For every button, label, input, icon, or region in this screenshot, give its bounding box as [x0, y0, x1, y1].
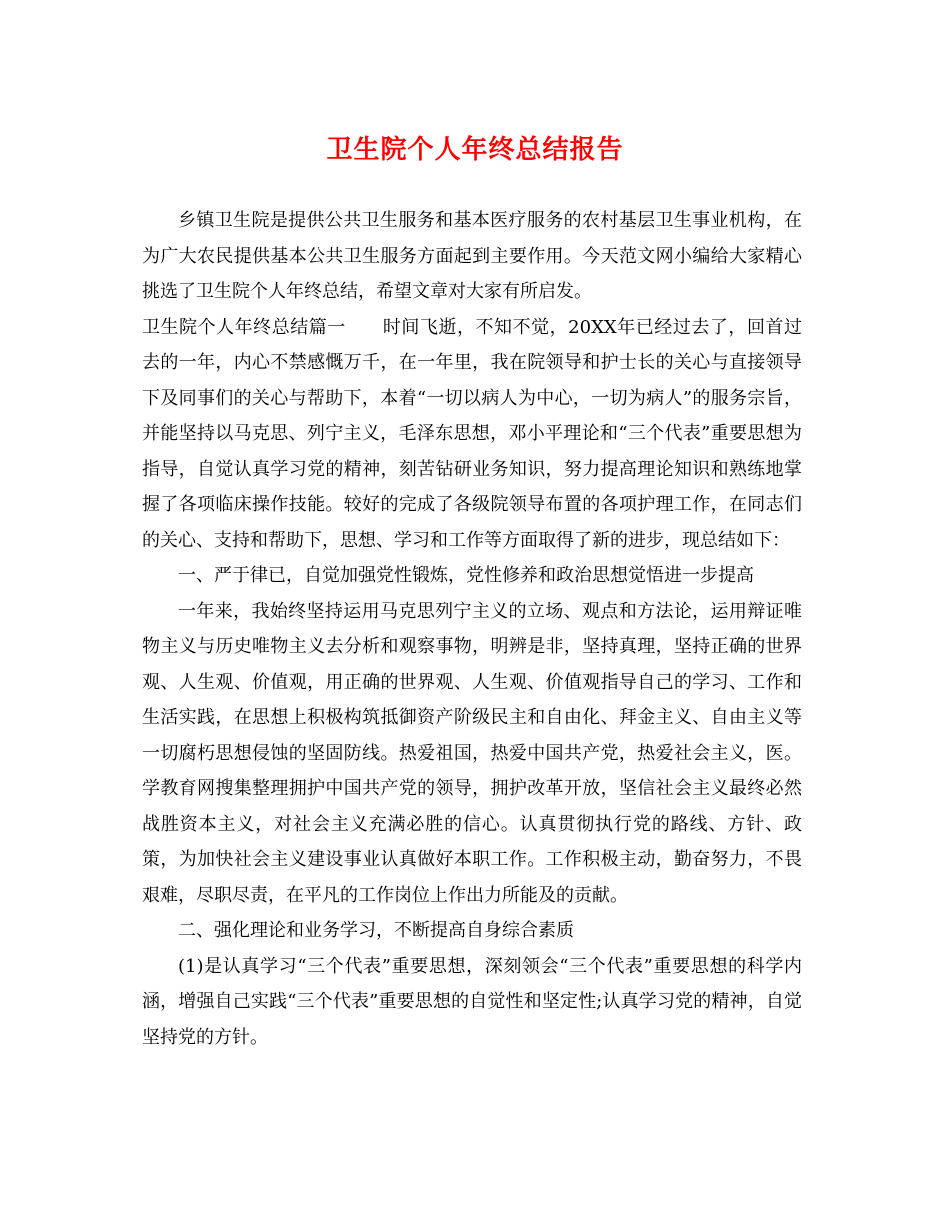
document-body	[142, 203, 802, 1055]
heading-two: 二、强化理论和业务学习，不断提高自身综合素质	[178, 920, 574, 941]
heading-one: 一、严于律已，自觉加强党性锻炼，党性修养和政治思想觉悟进一步提高	[178, 565, 754, 586]
body-paragraph: 一年来，我始终坚持运用马克思列宁主义的立场、观点和方法论，运用辩证唯物主义与历史唯物主义去分析和观察事物，明辨是非，坚持真理，坚持正确的世界观、人生观、价值观，用正确的世界观、人生观、价值观指导自己的学习、工作和生活实践，在思想上积极构筑抵御资产阶级民主和自由化、拜金主义、自由主义等一切腐朽思想侵蚀的坚固防线。热爱祖国，热爱中国共产党，热爱社会主义，医。学教育网搜集整理拥护中国共产党的领导，拥护改革开放，坚信社会主义最终必然战胜资本主义，对社会主义充满必胜的信心。认真贯彻执行党的路线、方针、政策，为加快社会主义建设事业认真做好本职工作。工作积极主动，勤奋努力，不畏艰难，尽职尽责，在平凡的工作岗位上作出力所能及的贡献。	[142, 600, 802, 906]
section-one-paragraph: 卫生院个人年终总结篇一 时间飞逝，不知不觉，20XX年已经过去了，回首过去的一年，内心不禁感慨万千，在一年里，我在院领导和护士长的关心与直接领导下及同事们的关心与帮助下，本着“一切以病人为中心，一切为病人”的服务宗旨，并能坚持以马克思、列宁主义，毛泽东思想，邓小平理论和“三个代表”重要思想为指导，自觉认真学习党的精神，刻苦钻研业务知识，努力提高理论知识和熟练地掌握了各项临床操作技能。较好的完成了各级院领导布置的各项护理工作，在同志们的关心、支持和帮助下，思想、学习和工作等方面取得了新的进步，现总结如下：	[142, 316, 802, 551]
intro-paragraph: 乡镇卫生院是提供公共卫生服务和基本医疗服务的农村基层卫生事业机构，在为广大农民提供基本公共卫生服务方面起到主要作用。今天范文网小编给大家精心挑选了卫生院个人年终总结，希望文章对大家有所启发。	[142, 210, 802, 302]
document-title: 卫生院个人年终总结报告	[326, 135, 624, 165]
body-paragraph: (1)是认真学习“三个代表”重要思想，深刻领会“三个代表”重要思想的科学内涵，增强自己实践“三个代表”重要思想的自觉性和坚定性;认真学习党的精神，自觉坚持党的方针。	[142, 955, 802, 1048]
